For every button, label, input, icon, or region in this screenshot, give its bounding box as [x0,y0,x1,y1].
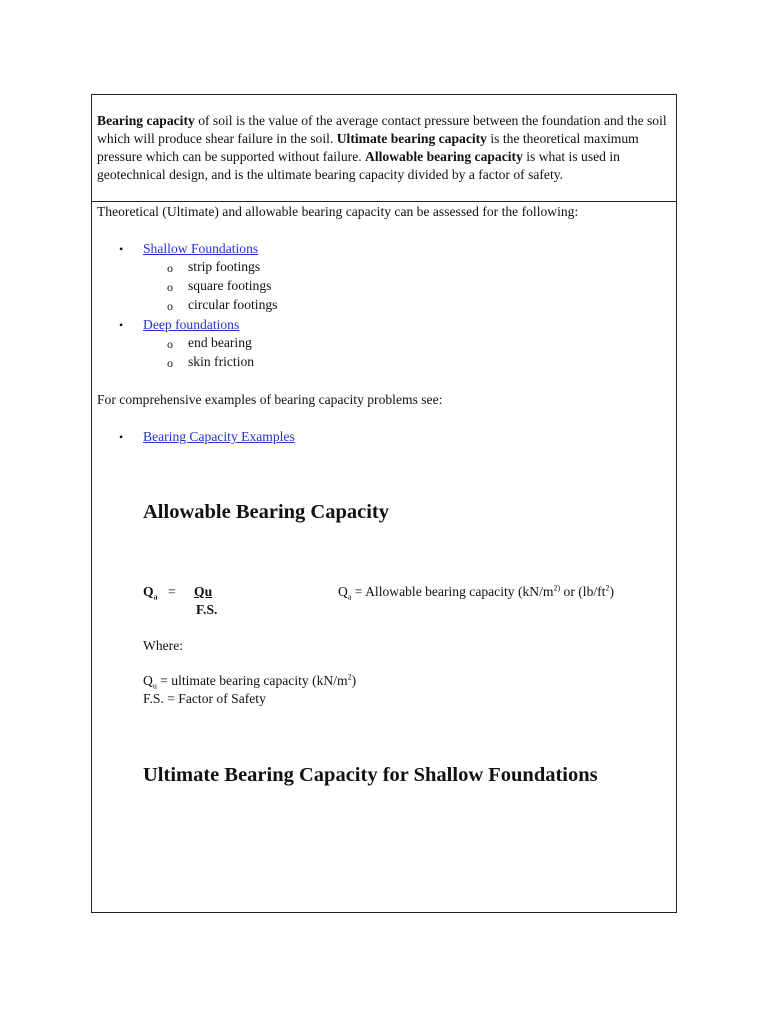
def-q: Q [338,584,348,599]
def-sup-2: 2 [605,583,610,593]
intro-definition-box [92,95,676,202]
sub-bullet-icon: o [167,356,173,370]
formula-numerator-text: Qu [194,584,213,599]
examples-text: For comprehensive examples of bearing capacity problems see: [97,392,443,407]
formula-q: Q [143,584,154,599]
formula-q-sub: a [153,592,158,602]
term-ultimate-bearing-capacity: Ultimate bearing capacity [336,131,487,146]
bullet-icon: • [119,430,124,444]
qu-q: Q [143,673,153,688]
sub-bullet-icon: o [167,337,173,351]
intro-text-2: is the theoretical maximum pressure which can be supported without failure. [97,131,639,164]
qu-text: = ultimate bearing capacity (kN/m [156,673,348,688]
list-item-circular-footings: circular footings [188,297,278,312]
sub-bullet-icon: o [167,261,173,275]
where-label: Where: [143,638,183,653]
bearing-capacity-examples-link[interactable]: Bearing Capacity Examples [143,429,295,444]
formula-equals: = [168,584,176,599]
term-bearing-capacity: Bearing capacity [97,113,195,128]
def-q-sub: a [347,592,352,602]
intro-text-3: is what is used in geotechnical design, and is the ultimate bearing capacity divided by a factor of safety. [97,149,620,182]
def-text: = Allowable bearing capacity (kN/m [351,584,554,599]
shallow-foundations-link[interactable]: Shallow Foundations [143,241,259,256]
document-frame [91,94,677,913]
sub-bullet-icon: o [167,299,173,313]
intro-text-1: of soil is the value of the average contact pressure between the foundation and the soil which will produce shear failure in the soil. [97,113,667,146]
bullet-icon: • [119,318,124,332]
qu-definition [143,672,356,690]
list-item-skin-friction: skin friction [188,354,255,369]
assess-text: Theoretical (Ultimate) and allowable bearing capacity can be assessed for the following: [97,204,579,219]
formula-numerator [180,583,226,601]
sub-bullet-icon: o [167,280,173,294]
qu-sub: u [152,681,157,691]
def-or: or (lb/ft [560,584,606,599]
term-allowable-bearing-capacity: Allowable bearing capacity [365,149,523,164]
list-item-end-bearing: end bearing [188,335,252,350]
qu-sup: 2 [347,672,352,682]
qu-close: ) [351,673,357,688]
list-item-strip-footings: strip footings [188,259,261,274]
bullet-icon: • [119,242,124,256]
formula-definition [338,583,614,601]
ultimate-heading: Ultimate Bearing Capacity for Shallow Foundations [143,764,598,786]
list-item-square-footings: square footings [188,278,272,293]
fs-definition: F.S. = Factor of Safety [143,691,266,706]
def-sup-1: 2) [553,583,561,593]
allowable-heading: Allowable Bearing Capacity [143,501,389,523]
def-close: ) [609,584,614,599]
deep-foundations-link[interactable]: Deep foundations [143,317,240,332]
formula-lhs [143,583,158,601]
formula-denominator: F.S. [196,602,218,617]
